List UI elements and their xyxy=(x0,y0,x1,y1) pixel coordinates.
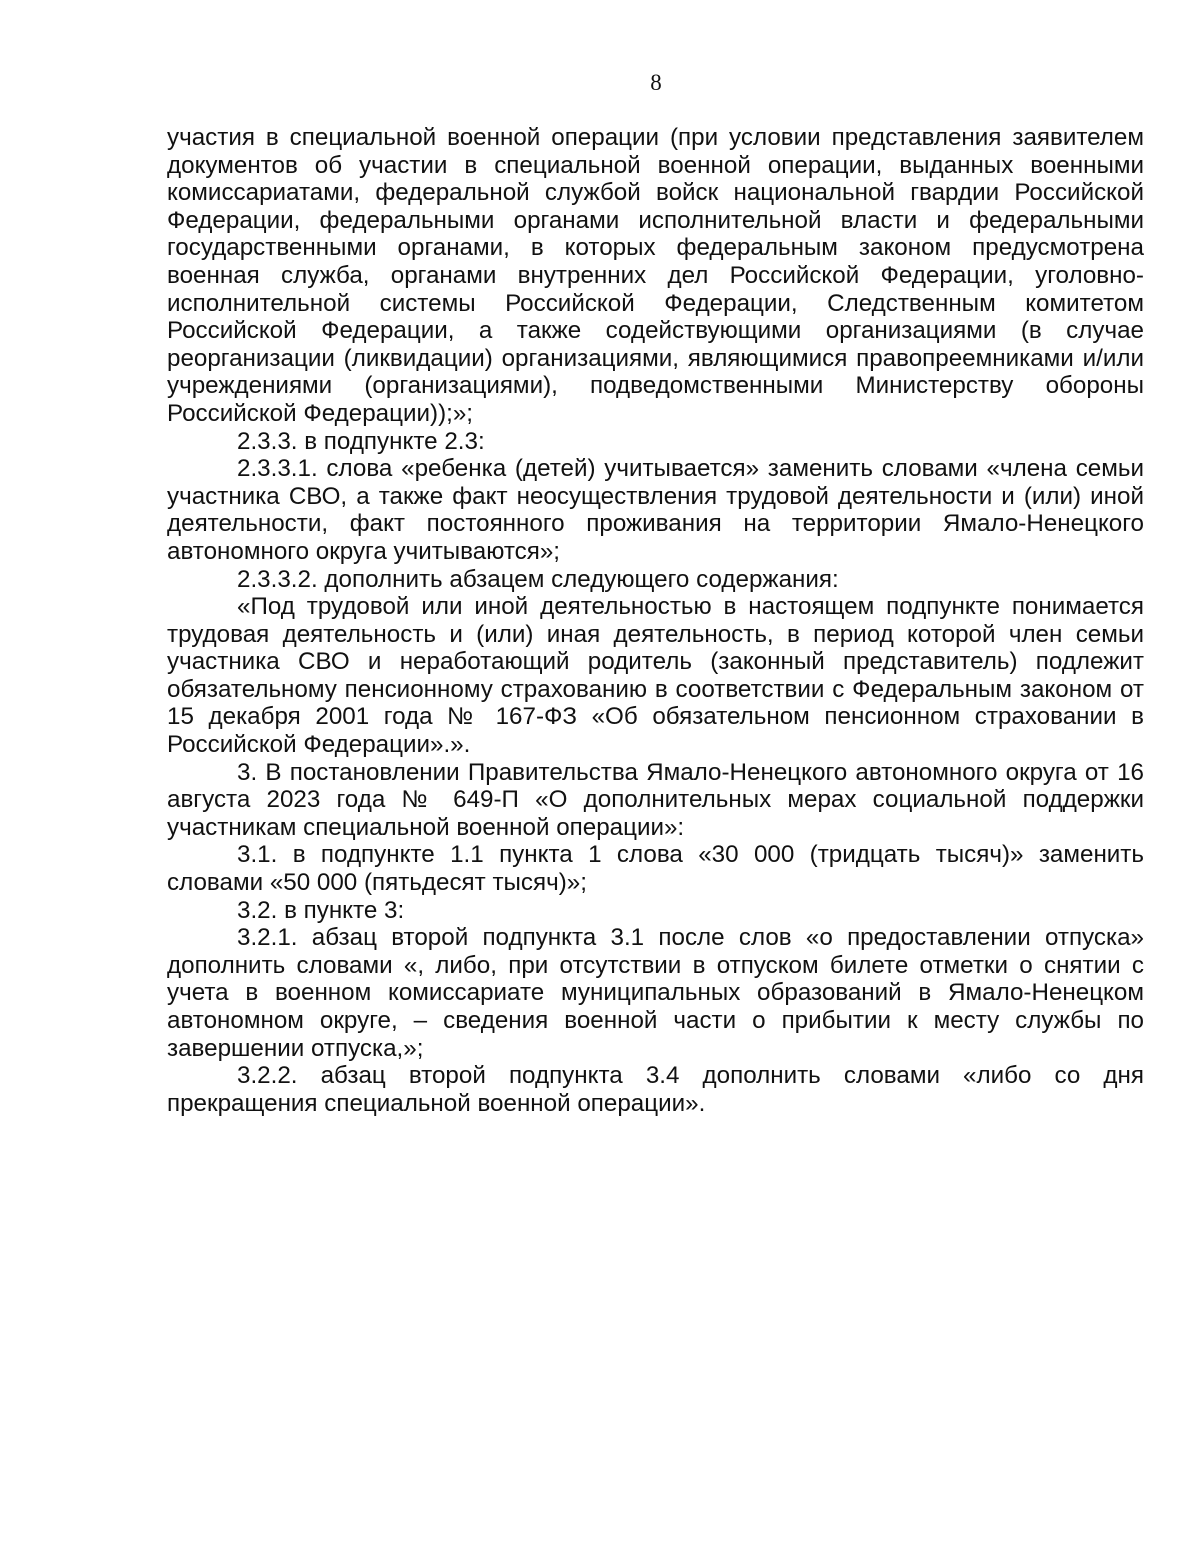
paragraph-3-2: 3.2. в пункте 3: xyxy=(237,896,405,924)
paragraph-3-2-1: 3.2.1. абзац второй подпункта 3.1 после слов «о предоставлении отпуска» дополнить словами «, либо, при отсутствии в отпуском билете отметки о снятии с учета в военном комиссариате муниципальных образований в Ямало-Ненецком автономном округе, – сведения военной части о прибытии к месту службы по завершении отпуска,»; xyxy=(167,924,1144,1062)
paragraph-3-2-2: 3.2.2. абзац второй подпункта 3.4 дополнить словами «либо со дня прекращения специальной военной операции». xyxy=(167,1062,1144,1117)
paragraph-2-3-3: 2.3.3. в подпункте 2.3: xyxy=(237,427,485,455)
document-body xyxy=(167,124,1144,1117)
paragraph-quoted-addition: «Под трудовой или иной деятельностью в настоящем подпункте понимается трудовая деятельность и (или) иная деятельность, в период которой член семьи участника СВО и неработающий родитель (законный представитель) подлежит обязательному пенсионному страхованию в соответствии с Федеральным законом от 15 декабря 2001 года № 167-ФЗ «Об обязательном пенсионном страховании в Российской Федерации».». xyxy=(167,593,1144,759)
paragraph-3: 3. В постановлении Правительства Ямало-Ненецкого автономного округа от 16 августа 2023 года № 649-П «О дополнительных мерах социальной поддержки участникам специальной военной операции»: xyxy=(167,758,1144,841)
paragraph-continuation: участия в специальной военной операции (при условии представления заявителем документов об участии в специальной военной операции, выданных военными комиссариатами, федеральной службой войск национальной гвардии Российской Федерации, федеральными органами исполнительной власти и федеральными государственными органами, в которых федеральным законом предусмотрена военная служба, органами внутренних дел Российской Федерации, уголовно-исполнительной системы Российской Федерации, Следственным комитетом Российской Федерации, а также содействующими организациями (в случае реорганизации (ликвидации) организациями, являющимися правопреемниками и/или учреждениями (организациями), подведомственными Министерству обороны Российской Федерации));»; xyxy=(167,124,1144,427)
paragraph-3-1: 3.1. в подпункте 1.1 пункта 1 слова «30 000 (тридцать тысяч)» заменить словами «50 000 (пятьдесят тысяч)»; xyxy=(167,841,1144,897)
paragraph-2-3-3-1: 2.3.3.1. слова «ребенка (детей) учитывается» заменить словами «члена семьи участника СВО, а также факт неосуществления трудовой деятельности и (или) иной деятельности, факт постоянного проживания на территории Ямало-Ненецкого автономного округа учитываются»; xyxy=(167,455,1144,565)
paragraph-2-3-3-2: 2.3.3.2. дополнить абзацем следующего содержания: xyxy=(237,565,839,593)
page-number: 8 xyxy=(650,70,662,95)
